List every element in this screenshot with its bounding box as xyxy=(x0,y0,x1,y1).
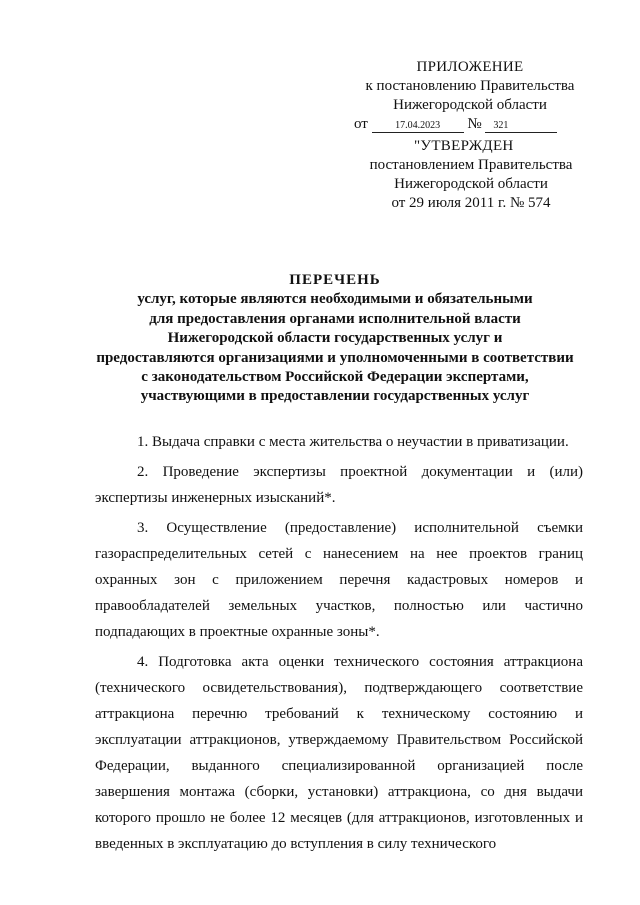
list-item-4: 4. Подготовка акта оценки технического состояния аттракциона (технического освидетельствования), подтверждающего соответствие аттракциона перечню требований к техническому состоянию и эксплуатации аттракционов, утверждаемому Правительством Российской Федерации, выданного специализированной организацией после завершения монтажа (сборки, установки) аттракциона, со дня выдачи которого прошло не более 12 месяцев (для аттракционов, изготовленных и введенных в эксплуатацию до вступления в силу технического xyxy=(95,654,583,852)
heading-title: ПЕРЕЧЕНЬ xyxy=(289,272,381,288)
heading-line: с законодательством Российской Федерации экспертами, xyxy=(141,369,529,386)
decree-number: 321 xyxy=(485,120,557,133)
heading-line: услуг, которые являются необходимыми и обязательными xyxy=(137,291,533,308)
appendix-line-1: к постановлению Правительства xyxy=(365,78,575,94)
list-item-2: 2. Проведение экспертизы проектной документации и (или) экспертизы инженерных изысканий*. xyxy=(95,464,583,506)
appendix-line-2: Нижегородской области xyxy=(393,97,547,113)
heading-line: участвующими в предоставлении государственных услуг xyxy=(140,388,530,405)
decree-reference xyxy=(354,115,574,134)
number-label: № xyxy=(467,116,482,132)
list-heading xyxy=(80,271,590,407)
decree-date: 17.04.2023 xyxy=(372,120,464,133)
heading-line: для предоставления органами исполнительной власти xyxy=(149,310,521,327)
heading-line: Нижегородской области государственных услуг и xyxy=(167,330,503,347)
approved-line-3: от 29 июля 2011 г. № 574 xyxy=(391,195,551,211)
approved-title: "УТВЕРЖДЕН xyxy=(414,138,514,154)
approved-line-1: постановлением Правительства xyxy=(369,157,573,173)
heading-line: предоставляются организациями и уполномоченными в соответствии xyxy=(96,349,574,366)
approved-block xyxy=(356,137,586,213)
document-body xyxy=(95,429,583,857)
appendix-title: ПРИЛОЖЕНИЕ xyxy=(416,59,524,75)
list-item-1: 1. Выдача справки с места жительства о неучастии в приватизации. xyxy=(137,434,569,450)
appendix-block xyxy=(354,58,580,134)
approved-line-2: Нижегородской области xyxy=(394,176,548,192)
list-item-3: 3. Осуществление (предоставление) исполнительной съемки газораспределительных сетей с нанесением на нее проектов границ охранных зон с приложением перечня кадастровых номеров и правообладателей земельных участков, полностью или частично подпадающих в проектные охранные зоны*. xyxy=(95,520,583,640)
from-label: от xyxy=(354,116,368,132)
